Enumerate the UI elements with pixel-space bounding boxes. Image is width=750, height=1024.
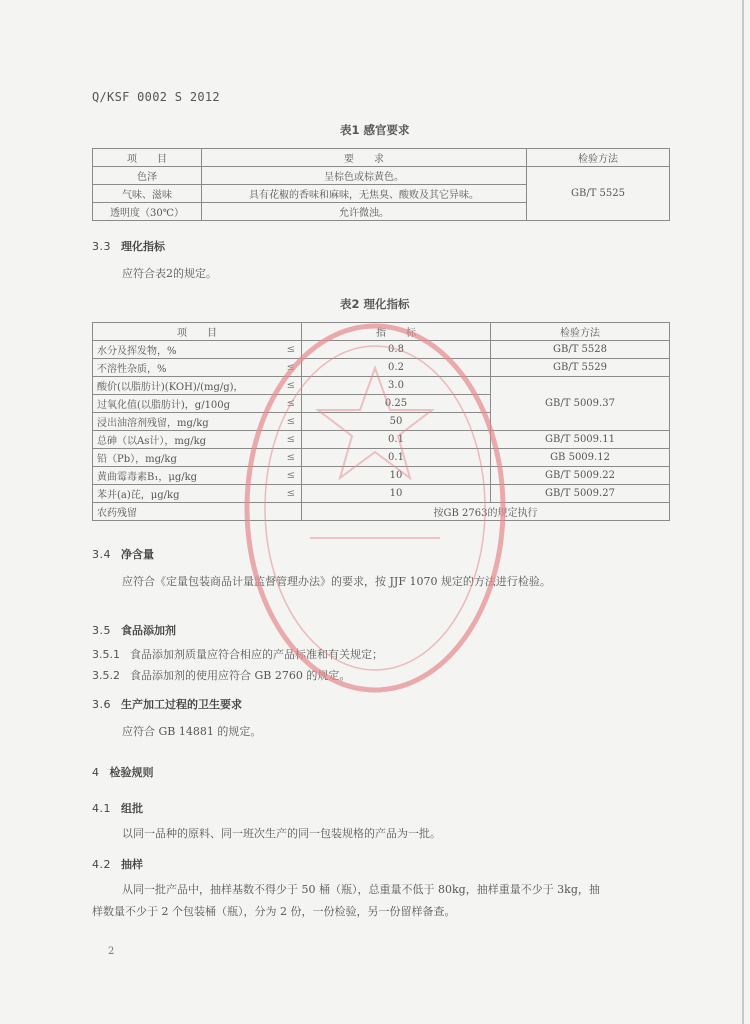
table2-item: 水分及挥发物，% bbox=[93, 341, 280, 359]
table1-item: 透明度（30℃） bbox=[93, 203, 202, 221]
table2-item: 浸出油溶剂残留，mg/kg bbox=[93, 413, 280, 431]
section-4-1-text: 以同一品种的原料、同一班次生产的同一包装规格的产品为一批。 bbox=[122, 827, 441, 840]
le-symbol: ≤ bbox=[286, 344, 295, 355]
clause-number: 3.5.2 bbox=[92, 669, 120, 682]
table2-method: GB/T 5528 bbox=[491, 341, 670, 359]
table2-method: GB/T 5009.22 bbox=[491, 467, 670, 485]
le-symbol: ≤ bbox=[286, 452, 295, 463]
table2-value: 3.0 bbox=[302, 377, 491, 395]
table1-header-req: 要 求 bbox=[202, 149, 527, 167]
table1-caption: 表1 感官要求 bbox=[340, 123, 410, 137]
section-3-5-heading bbox=[92, 622, 176, 638]
le-symbol: ≤ bbox=[286, 398, 295, 409]
table2-item: 铅（Pb），mg/kg bbox=[93, 449, 280, 467]
table2-method: GB/T 5529 bbox=[491, 359, 670, 377]
le-symbol: ≤ bbox=[286, 380, 295, 391]
section-number: 3.6 bbox=[92, 698, 111, 711]
section-3-6-heading bbox=[92, 696, 242, 712]
section-4-2-heading bbox=[92, 856, 143, 872]
clause-text: 食品添加剂质量应符合相应的产品标准和有关规定； bbox=[130, 648, 383, 661]
table2-merged-method: GB/T 5009.37 bbox=[491, 377, 670, 431]
table1-method: GB/T 5525 bbox=[527, 167, 670, 221]
table2-caption: 表2 理化指标 bbox=[340, 297, 410, 311]
standard-code-header: Q/KSF 0002 S 2012 bbox=[92, 90, 220, 104]
le-symbol: ≤ bbox=[286, 470, 295, 481]
section-3-5-1 bbox=[92, 643, 383, 666]
clause-number: 3.5.1 bbox=[92, 648, 120, 661]
section-4-heading bbox=[92, 764, 154, 780]
section-3-3-heading bbox=[92, 238, 165, 254]
le-symbol: ≤ bbox=[286, 362, 295, 373]
section-title: 抽样 bbox=[121, 858, 143, 871]
section-title: 检验规则 bbox=[109, 766, 154, 779]
table2-item: 苯并(a)芘，μg/kg bbox=[93, 485, 280, 503]
table2-header-item: 项 目 bbox=[93, 323, 302, 341]
table2-value: 0.1 bbox=[302, 431, 491, 449]
table2-header-value: 指 标 bbox=[302, 323, 491, 341]
section-3-4-text: 应符合《定量包装商品计量监督管理办法》的要求，按 JJF 1070 规定的方法进行检验。 bbox=[122, 575, 551, 588]
table2-value: 0.1 bbox=[302, 449, 491, 467]
table2-value: 50 bbox=[302, 413, 491, 431]
table2-pesticide-rule: 按GB 2763的规定执行 bbox=[302, 503, 670, 521]
table2-item: 黄曲霉毒素B₁，μg/kg bbox=[93, 467, 280, 485]
section-title: 净含量 bbox=[121, 548, 154, 561]
page-number: 2 bbox=[108, 946, 115, 957]
section-4-1-heading bbox=[92, 800, 143, 816]
clause-text: 食品添加剂的使用应符合 GB 2760 的规定。 bbox=[130, 669, 351, 682]
table1-item: 气味、滋味 bbox=[93, 185, 202, 203]
section-title: 理化指标 bbox=[121, 240, 165, 253]
table2-header-method: 检验方法 bbox=[491, 323, 670, 341]
table1-header-method: 检验方法 bbox=[527, 149, 670, 167]
table2-item: 酸价(以脂肪计)(KOH)/(mg/g)， bbox=[93, 377, 280, 395]
table2-value: 0.2 bbox=[302, 359, 491, 377]
section-number: 3.4 bbox=[92, 548, 111, 561]
section-3-3-text: 应符合表2的规定。 bbox=[122, 267, 217, 280]
sensory-requirements-table bbox=[92, 148, 670, 221]
scan-edge-line bbox=[742, 0, 744, 1024]
table2-value: 10 bbox=[302, 485, 491, 503]
section-title: 食品添加剂 bbox=[121, 624, 176, 637]
table2-item: 农药残留 bbox=[93, 503, 302, 521]
table2-method: GB 5009.12 bbox=[491, 449, 670, 467]
table2-item: 总砷（以As计），mg/kg bbox=[93, 431, 280, 449]
table2-value: 0.25 bbox=[302, 395, 491, 413]
section-title: 组批 bbox=[121, 802, 143, 815]
table1-item: 色泽 bbox=[93, 167, 202, 185]
section-3-6-text: 应符合 GB 14881 的规定。 bbox=[122, 725, 262, 738]
table1-req: 呈棕色或棕黄色。 bbox=[202, 167, 527, 185]
section-title: 生产加工过程的卫生要求 bbox=[121, 698, 242, 711]
table2-method: GB/T 5009.27 bbox=[491, 485, 670, 503]
table2-method: GB/T 5009.11 bbox=[491, 431, 670, 449]
table2-item: 不溶性杂质，% bbox=[93, 359, 280, 377]
section-3-4-heading bbox=[92, 546, 154, 562]
table2-value: 10 bbox=[302, 467, 491, 485]
section-4-2-text-line1: 从同一批产品中，抽样基数不得少于 50 桶（瓶），总重量不低于 80kg，抽样重量不少于 3kg，抽 bbox=[122, 883, 600, 896]
table2-value: 0.8 bbox=[302, 341, 491, 359]
table1-req: 具有花椒的香味和麻味，无焦臭、酸败及其它异味。 bbox=[202, 185, 527, 203]
section-number: 3.3 bbox=[92, 240, 111, 253]
le-symbol: ≤ bbox=[286, 434, 295, 445]
section-number: 4.1 bbox=[92, 802, 111, 815]
section-number: 4.2 bbox=[92, 858, 111, 871]
physicochemical-table bbox=[92, 322, 670, 521]
section-3-5-2 bbox=[92, 664, 350, 687]
section-number: 4 bbox=[92, 766, 100, 779]
table2-item: 过氧化值(以脂肪计)，g/100g bbox=[93, 395, 280, 413]
section-4-2-text-line2: 样数量不少于 2 个包装桶（瓶），分为 2 份，一份检验，另一份留样备查。 bbox=[92, 905, 456, 918]
section-number: 3.5 bbox=[92, 624, 111, 637]
table1-header-item: 项 目 bbox=[93, 149, 202, 167]
le-symbol: ≤ bbox=[286, 488, 295, 499]
le-symbol: ≤ bbox=[286, 416, 295, 427]
table1-req: 允许微浊。 bbox=[202, 203, 527, 221]
